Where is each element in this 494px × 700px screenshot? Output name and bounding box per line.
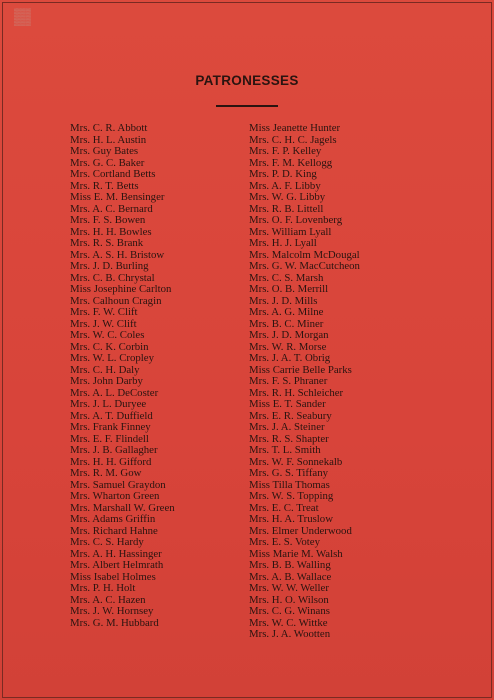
patroness-name: Miss E. M. Bensinger <box>70 191 165 203</box>
patroness-name: Mrs. C. H. C. Jagels <box>249 133 337 146</box>
patroness-name: Mrs. J. A. Steiner <box>249 421 325 433</box>
patroness-name: Mrs. G. S. Tiffany <box>249 467 328 479</box>
patroness-name: Mrs. P. H. Holt <box>70 582 136 594</box>
patroness-name: Mrs. C. H. Daly <box>70 363 140 376</box>
patroness-name: Mrs. O. B. Merrill <box>249 283 329 295</box>
patroness-name: Miss Josephine Carlton <box>70 283 172 295</box>
patroness-name: Mrs. F. S. Phraner <box>249 375 328 387</box>
patroness-name: Mrs. Malcolm McDougal <box>249 248 360 261</box>
archive-stamp-mark: ▒▒▒ ▒▒▒ <box>14 8 32 26</box>
patroness-name: Mrs. A. C. Hazen <box>70 593 146 606</box>
patroness-name: Mrs. J. A. T. Obrig <box>249 352 331 364</box>
patroness-name: Mrs. W. R. Morse <box>249 340 327 353</box>
patroness-name: Mrs. E. F. Flindell <box>70 432 149 445</box>
patroness-name: Mrs. H. H. Gifford <box>70 455 152 468</box>
patroness-name: Mrs. R. H. Schleicher <box>249 386 344 399</box>
patroness-name: Mrs. H. O. Wilson <box>249 593 329 606</box>
patroness-name: Mrs. B. B. Walling <box>249 559 331 571</box>
patroness-name: Mrs. Guy Bates <box>70 145 139 157</box>
patroness-name: Mrs. A. H. Hassinger <box>70 547 162 560</box>
patroness-name: Mrs. Elmer Underwood <box>249 524 352 537</box>
patroness-name: Mrs. Frank Finney <box>70 421 151 433</box>
patroness-name: Mrs. H. J. Lyall <box>249 237 317 249</box>
patroness-name: Mrs. B. C. Miner <box>249 317 324 330</box>
patronesses-left-column <box>70 123 175 629</box>
patroness-name: Mrs. C. S. Hardy <box>70 536 144 548</box>
patroness-name: Mrs. William Lyall <box>249 225 332 238</box>
patroness-name: Mrs. W. L. Cropley <box>70 352 154 364</box>
patroness-name: Mrs. J. B. Gallagher <box>70 444 158 456</box>
patroness-name: Mrs. R. M. Gow <box>70 467 142 479</box>
patroness-name: Mrs. W. C. Coles <box>70 329 145 341</box>
patroness-name: Mrs. J. A. Wootten <box>249 628 331 640</box>
patroness-name: Mrs. Wharton Green <box>70 490 160 502</box>
patroness-name: Mrs. F. S. Bowen <box>70 214 146 226</box>
patroness-name: Mrs. E. C. Treat <box>249 501 319 514</box>
patroness-name: Mrs. C. K. Corbin <box>70 340 149 353</box>
patroness-name: Mrs. J. D. Morgan <box>249 329 329 341</box>
patroness-name: Mrs. F. W. Clift <box>70 306 138 318</box>
patroness-name: Mrs. W. W. Weller <box>249 582 329 594</box>
patroness-name: Mrs. A. S. H. Bristow <box>70 248 165 261</box>
patroness-name: Mrs. C. R. Abbott <box>70 122 148 134</box>
patroness-name: Mrs. Marshall W. Green <box>70 501 175 514</box>
patroness-name: Mrs. G. M. Hubbard <box>70 616 159 629</box>
patroness-name: Miss Marie M. Walsh <box>249 547 343 560</box>
patroness-name: Mrs. F. P. Kelley <box>249 145 322 157</box>
patroness-name: Mrs. Adams Griffin <box>70 513 156 525</box>
patroness-name: Mrs. W. S. Topping <box>249 490 334 502</box>
patroness-name: Mrs. John Darby <box>70 375 143 387</box>
patroness-name: Mrs. Richard Hahne <box>70 524 158 537</box>
patroness-name: Miss Jeanette Hunter <box>249 122 341 134</box>
patroness-name: Mrs. C. G. Winans <box>249 605 330 617</box>
patroness-name: Mrs. J. D. Mills <box>249 294 318 307</box>
patroness-name: Mrs. H. H. Bowles <box>70 225 152 238</box>
patroness-name: Mrs. G. C. Baker <box>70 156 145 169</box>
patroness-name: Mrs. W. G. Libby <box>249 191 326 203</box>
patroness-name: Mrs. P. D. King <box>249 168 317 180</box>
patroness-name: Mrs. J. D. Burling <box>70 260 149 272</box>
patroness-name: Mrs. R. T. Betts <box>70 179 139 192</box>
patroness-name: Mrs. W. F. Sonnekalb <box>249 455 343 468</box>
patronesses-right-column <box>249 123 360 641</box>
patroness-name: Miss Carrie Belle Parks <box>249 363 352 376</box>
patroness-name: Mrs. A. F. Libby <box>249 179 321 192</box>
patroness-name: Mrs. H. A. Truslow <box>249 513 334 525</box>
patroness-name: Mrs. A. C. Bernard <box>70 202 153 215</box>
patroness-name: Mrs. F. M. Kellogg <box>249 156 333 169</box>
patroness-name: Mrs. C. B. Chrystal <box>70 271 155 284</box>
patroness-name: Mrs. Albert Helmrath <box>70 559 164 571</box>
patroness-name: Mrs. J. L. Duryee <box>70 398 147 410</box>
title-underline-rule <box>216 105 278 107</box>
patroness-name: Mrs. A. L. DeCoster <box>70 386 159 399</box>
patroness-name: Mrs. J. W. Hornsey <box>70 605 154 617</box>
patroness-name: Mrs. R. S. Brank <box>70 237 144 249</box>
patroness-name: Mrs. C. S. Marsh <box>249 271 324 284</box>
patroness-name: Mrs. A. T. Duffield <box>70 409 153 422</box>
patroness-name: Mrs. Samuel Graydon <box>70 478 166 491</box>
patroness-name: Mrs. Cortland Betts <box>70 168 156 180</box>
page-title: PATRONESSES <box>195 73 299 88</box>
patroness-name: Mrs. Calhoun Cragin <box>70 294 162 307</box>
patroness-name: Miss Isabel Holmes <box>70 570 156 583</box>
patroness-name: Mrs. E. S. Votey <box>249 536 320 548</box>
patroness-name: Mrs. H. L. Austin <box>70 133 147 146</box>
patroness-name: Miss E. T. Sander <box>249 398 326 410</box>
patroness-name: Mrs. A. B. Wallace <box>249 570 332 583</box>
patroness-name: Mrs. G. W. MacCutcheon <box>249 260 360 272</box>
patroness-name: Mrs. R. S. Shapter <box>249 432 329 445</box>
patroness-name: Mrs. T. L. Smith <box>249 444 321 456</box>
patroness-name: Mrs. A. G. Milne <box>249 306 324 318</box>
patroness-name: Miss Tilla Thomas <box>249 478 330 491</box>
patroness-name: Mrs. E. R. Seabury <box>249 409 332 422</box>
patroness-name: Mrs. J. W. Clift <box>70 317 137 330</box>
patroness-name: Mrs. W. C. Wittke <box>249 616 328 629</box>
patroness-name: Mrs. R. B. Littell <box>249 202 324 215</box>
patroness-name: Mrs. O. F. Lovenberg <box>249 214 343 226</box>
